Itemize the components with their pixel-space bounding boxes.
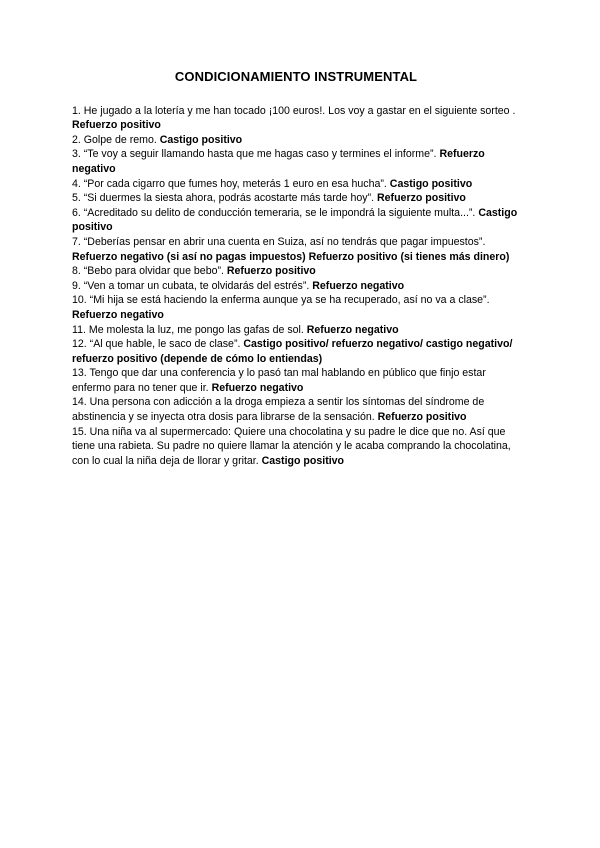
item-text: 12. “Al que hable, le saco de clase”. [72, 338, 244, 351]
item-answer: Refuerzo negativo [306, 323, 399, 336]
item-answer: Refuerzo negativo [72, 148, 485, 175]
item-answer: Refuerzo positivo [72, 119, 161, 132]
item-answer: Castigo positivo/ refuerzo negativo/ castigo negativo/ refuerzo positivo (depende de cómo lo entiendas) [72, 338, 513, 365]
item-text: 2. Golpe de remo. [72, 133, 160, 146]
document-title: CONDICIONAMIENTO INSTRUMENTAL [174, 69, 418, 84]
item-text: 11. Me molesta la luz, me pongo las gafas de sol. [72, 323, 307, 336]
item-text: 6. “Acreditado su delito de conducción temeraria, se le impondrá la siguiente multa...”. [72, 206, 479, 219]
list-item [72, 264, 520, 279]
list-item [72, 395, 520, 424]
item-text: 15. Una niña va al supermercado: Quiere una chocolatina y su padre le dice que no. Así que tiene una rabieta. Su padre no quiere llamar la atención y le acaba comprando la chocolatina, con lo cual la niña deja de llorar y gritar. [72, 425, 511, 467]
item-text: 9. “Ven a tomar un cubata, te olvidarás del estrés”. [72, 279, 313, 292]
list-item [72, 279, 520, 294]
list-item [72, 323, 520, 338]
item-answer: Castigo positivo [261, 454, 345, 467]
item-answer: Castigo positivo [389, 177, 473, 190]
list-item [72, 425, 520, 469]
document-page [72, 70, 520, 468]
item-text: 10. “Mi hija se está haciendo la enferma aunque ya se ha recuperado, así no va a clase”. [72, 294, 490, 307]
item-answer: Refuerzo positivo [226, 265, 316, 278]
list-item [72, 366, 520, 395]
item-answer: Refuerzo negativo [72, 308, 164, 321]
item-text: 1. He jugado a la lotería y me han tocado ¡100 euros!. Los voy a gastar en el siguiente sorteo . [72, 104, 516, 117]
item-text: 8. “Bebo para olvidar que bebo”. [72, 265, 227, 278]
list-item [72, 235, 520, 264]
list-item [72, 293, 520, 322]
item-text: 7. “Deberías pensar en abrir una cuenta en Suiza, así no tendrás que pagar impuestos”. [72, 235, 486, 248]
list-item [72, 337, 520, 366]
item-text: 5. “Si duermes la siesta ahora, podrás acostarte más tarde hoy”. [72, 192, 378, 205]
item-answer: Refuerzo negativo [312, 279, 405, 292]
list-item [72, 147, 520, 176]
list-item [72, 133, 520, 148]
item-answer: Refuerzo negativo [211, 381, 304, 394]
item-text: 3. “Te voy a seguir llamando hasta que me hagas caso y termines el informe”. [72, 148, 440, 161]
item-text: 14. Una persona con adicción a la droga empieza a sentir los síntomas del síndrome de abstinencia y se inyecta otra dosis para librarse de la sensación. [72, 396, 485, 424]
item-answer: Castigo positivo [159, 133, 243, 146]
list-item [72, 177, 520, 192]
list-item [72, 191, 520, 206]
item-text: 13. Tengo que dar una conferencia y lo pasó tan mal hablando en público que finjo estar enfermo para no tener que ir. [72, 367, 486, 394]
item-answer: Refuerzo positivo [377, 192, 466, 205]
item-text: 4. “Por cada cigarro que fumes hoy, meterás 1 euro en esa hucha”. [72, 177, 390, 190]
list-item [72, 104, 520, 133]
item-answer: Refuerzo negativo (si así no pagas impuestos) Refuerzo positivo (si tienes más dinero) [72, 250, 510, 263]
item-answer: Castigo positivo [72, 206, 518, 234]
item-answer: Refuerzo positivo [377, 411, 467, 424]
list-item [72, 206, 520, 235]
